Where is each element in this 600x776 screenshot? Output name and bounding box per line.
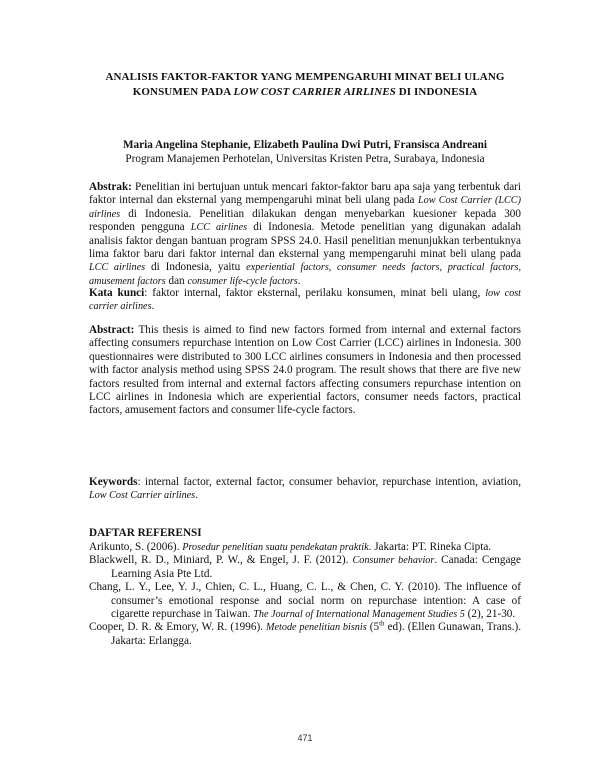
abstrak-paragraph: Abstrak: Penelitian ini bertujuan untuk mencari faktor-faktor baru apa saja yang terbentuk dari faktor internal dan eksternal yang mempengaruhi minat beli ulang pada Low Cost Carrier (LCC) airlines di Indonesia. Penelitian dilakukan dengan menyebarkan kuesioner kepada 300 responden pengguna LCC airlines di Indonesia. Metode penelitian yang digunakan adalah analisis faktor dengan bantuan program SPSS 24.0. Hasil penelitian menunjukkan terbentuknya lima faktor baru dari faktor internal dan eksternal yang mempengaruhi minat beli ulang pada LCC airlines di Indonesia, yaitu experiential factors, consumer needs factors, practical factors, amusement factors dan consumer life-cycle factors. [89,181,522,287]
reference-item: Blackwell, R. D., Miniard, P. W., & Engel, J. F. (2012). Consumer behavior. Canada: Cengage Learning Asia Pte Ltd. [89,554,521,580]
reference-item: Cooper, D. R. & Emory, W. R. (1996). Metode penelitian bisnis (5th ed). (Ellen Gunawan, Trans.). Jakarta: Erlangga. [89,619,521,647]
kata-kunci-paragraph: Kata kunci: faktor internal, faktor eksternal, perilaku konsumen, minat beli ulang, low cost carrier airlines. [89,287,521,313]
keywords-paragraph: Keywords: internal factor, external factor, consumer behavior, repurchase intention, aviation, Low Cost Carrier airlines. [89,476,521,502]
kata-kunci-label: Kata kunci [89,287,145,299]
reference-item: Chang, L. Y., Lee, Y. J., Chien, C. L., Huang, C. L., & Chen, C. Y. (2010). The influence of consumer’s emotional response and social norm on repurchase intention: A case of cigarette repurchase in Taiwan. The Journal of International Management Studies 5 (2), 21-30. [89,581,521,621]
page-number: 471 [297,733,313,743]
author-names: Maria Angelina Stephanie, Elizabeth Paulina Dwi Putri, Fransisca Andreani [122,139,488,151]
title-line-1: ANALISIS FAKTOR-FAKTOR YANG MEMPENGARUHI MINAT BELI ULANG [105,71,505,83]
author-affiliation: Program Manajemen Perhotelan, Universitas Kristen Petra, Surabaya, Indonesia [125,153,485,165]
keywords-label: Keywords [89,476,138,488]
paper-title [89,70,521,100]
abstract-paragraph: Abstract: This thesis is aimed to find new factors formed from internal and external factors affecting consumers repurchase intention on Low Cost Carrier (LCC) airlines in Indonesia. 300 questionnaires were distributed to 300 LCC airlines consumers in Indonesia and then processed with factor analysis method using SPSS 24.0 program. The result shows that there are five new factors resulted from internal and external factors affecting consumers repurchase intention on LCC airlines in Indonesia which are experiential factors, consumer needs factors, practical factors, amusement factors and consumer life-cycle factors. [89,324,521,417]
title-italic: LOW COST CARRIER AIRLINES [233,86,396,98]
references-heading: DAFTAR REFERENSI [89,527,202,539]
reference-list [89,541,521,648]
abstract-label: Abstract: [89,324,135,336]
abstrak-label: Abstrak: [89,181,132,193]
title-line-2: KONSUMEN PADA LOW COST CARRIER AIRLINES DI INDONESIA [132,86,478,98]
reference-item: Arikunto, S. (2006). Prosedur penelitian suatu pendekatan praktik. Jakarta: PT. Rineka Cipta. [89,541,492,553]
author-block [89,138,521,166]
